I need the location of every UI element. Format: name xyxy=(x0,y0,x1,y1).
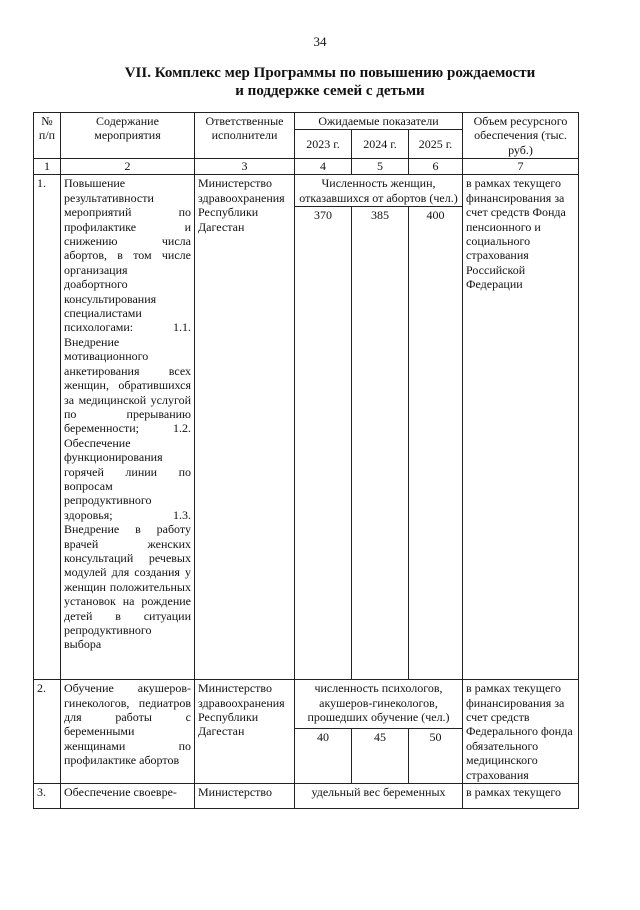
header-funding: Объем ресурсного обеспечения (тыс. руб.) xyxy=(463,113,579,159)
row-number: 3. xyxy=(34,784,61,809)
table-header-row xyxy=(34,113,579,130)
table-row xyxy=(34,784,579,809)
title-line-1: VII. Комплекс мер Программы по повышению рождаемости xyxy=(124,65,536,81)
row-indicator: Численность женщин, отказавшихся от абортов (чел.) xyxy=(295,175,463,207)
row-content: Обучение акушеров-гинекологов, педиатров для работы с беременными женщинами по профилактике абортов xyxy=(61,680,195,784)
header-year-2025: 2025 г. xyxy=(409,130,463,159)
row-funding: в рамках текущего финансирования за счет средств Фонда пенсионного и социального страхования Российской Федерации xyxy=(463,175,579,680)
measures-table xyxy=(33,112,579,809)
column-number: 4 xyxy=(295,159,352,175)
value-2024: 385 xyxy=(352,207,409,680)
table-row xyxy=(34,175,579,207)
title-line-2: и поддержке семей с детьми xyxy=(235,83,425,99)
header-year-2023: 2023 г. xyxy=(295,130,352,159)
header-year-2024: 2024 г. xyxy=(352,130,409,159)
header-number: № п/п xyxy=(34,113,61,159)
column-number: 1 xyxy=(34,159,61,175)
table-row xyxy=(34,680,579,729)
column-number: 3 xyxy=(195,159,295,175)
row-funding: в рамках текущего финансирования за счет средств Федерального фонда обязательного медицинского страхования xyxy=(463,680,579,784)
column-number: 6 xyxy=(409,159,463,175)
value-2024: 45 xyxy=(352,729,409,784)
value-2023: 40 xyxy=(295,729,352,784)
row-content: Повышение результативности мероприятий по профилактике и снижению числа абортов, в том числе организация доабортного консультирования специалистами психологами: 1.1. Внедрение мотивационного анкетирования всех женщин, обратившихся за медицинской услугой по прерыванию беременности; 1.2. Обеспечение функционирования горячей линии по вопросам репродуктивного здоровья; 1.3. Внедрение в работу врачей женских консультаций речевых модулей для создания у женщин положительных установок на рождение детей в ситуации репродуктивного выбора xyxy=(61,175,195,680)
header-content: Содержание мероприятия xyxy=(61,113,195,159)
row-funding: в рамках текущего xyxy=(463,784,579,809)
row-number: 1. xyxy=(34,175,61,680)
value-2023: 370 xyxy=(295,207,352,680)
column-number-row xyxy=(34,159,579,175)
row-indicator: удельный вес беременных xyxy=(295,784,463,809)
row-executor: Министерство xyxy=(195,784,295,809)
header-indicators: Ожидаемые показатели xyxy=(295,113,463,130)
row-indicator: численность психологов, акушеров-гинекологов, прошедших обучение (чел.) xyxy=(295,680,463,729)
column-number: 5 xyxy=(352,159,409,175)
row-executor: Министерство здравоохранения Республики Дагестан xyxy=(195,175,295,680)
header-executors: Ответственные исполнители xyxy=(195,113,295,159)
row-content: Обеспечение своевре- xyxy=(61,784,195,809)
page-number: 34 xyxy=(313,34,327,49)
column-number: 2 xyxy=(61,159,195,175)
value-2025: 50 xyxy=(409,729,463,784)
row-executor: Министерство здравоохранения Республики Дагестан xyxy=(195,680,295,784)
section-title xyxy=(60,64,600,100)
column-number: 7 xyxy=(463,159,579,175)
row-number: 2. xyxy=(34,680,61,784)
value-2025: 400 xyxy=(409,207,463,680)
